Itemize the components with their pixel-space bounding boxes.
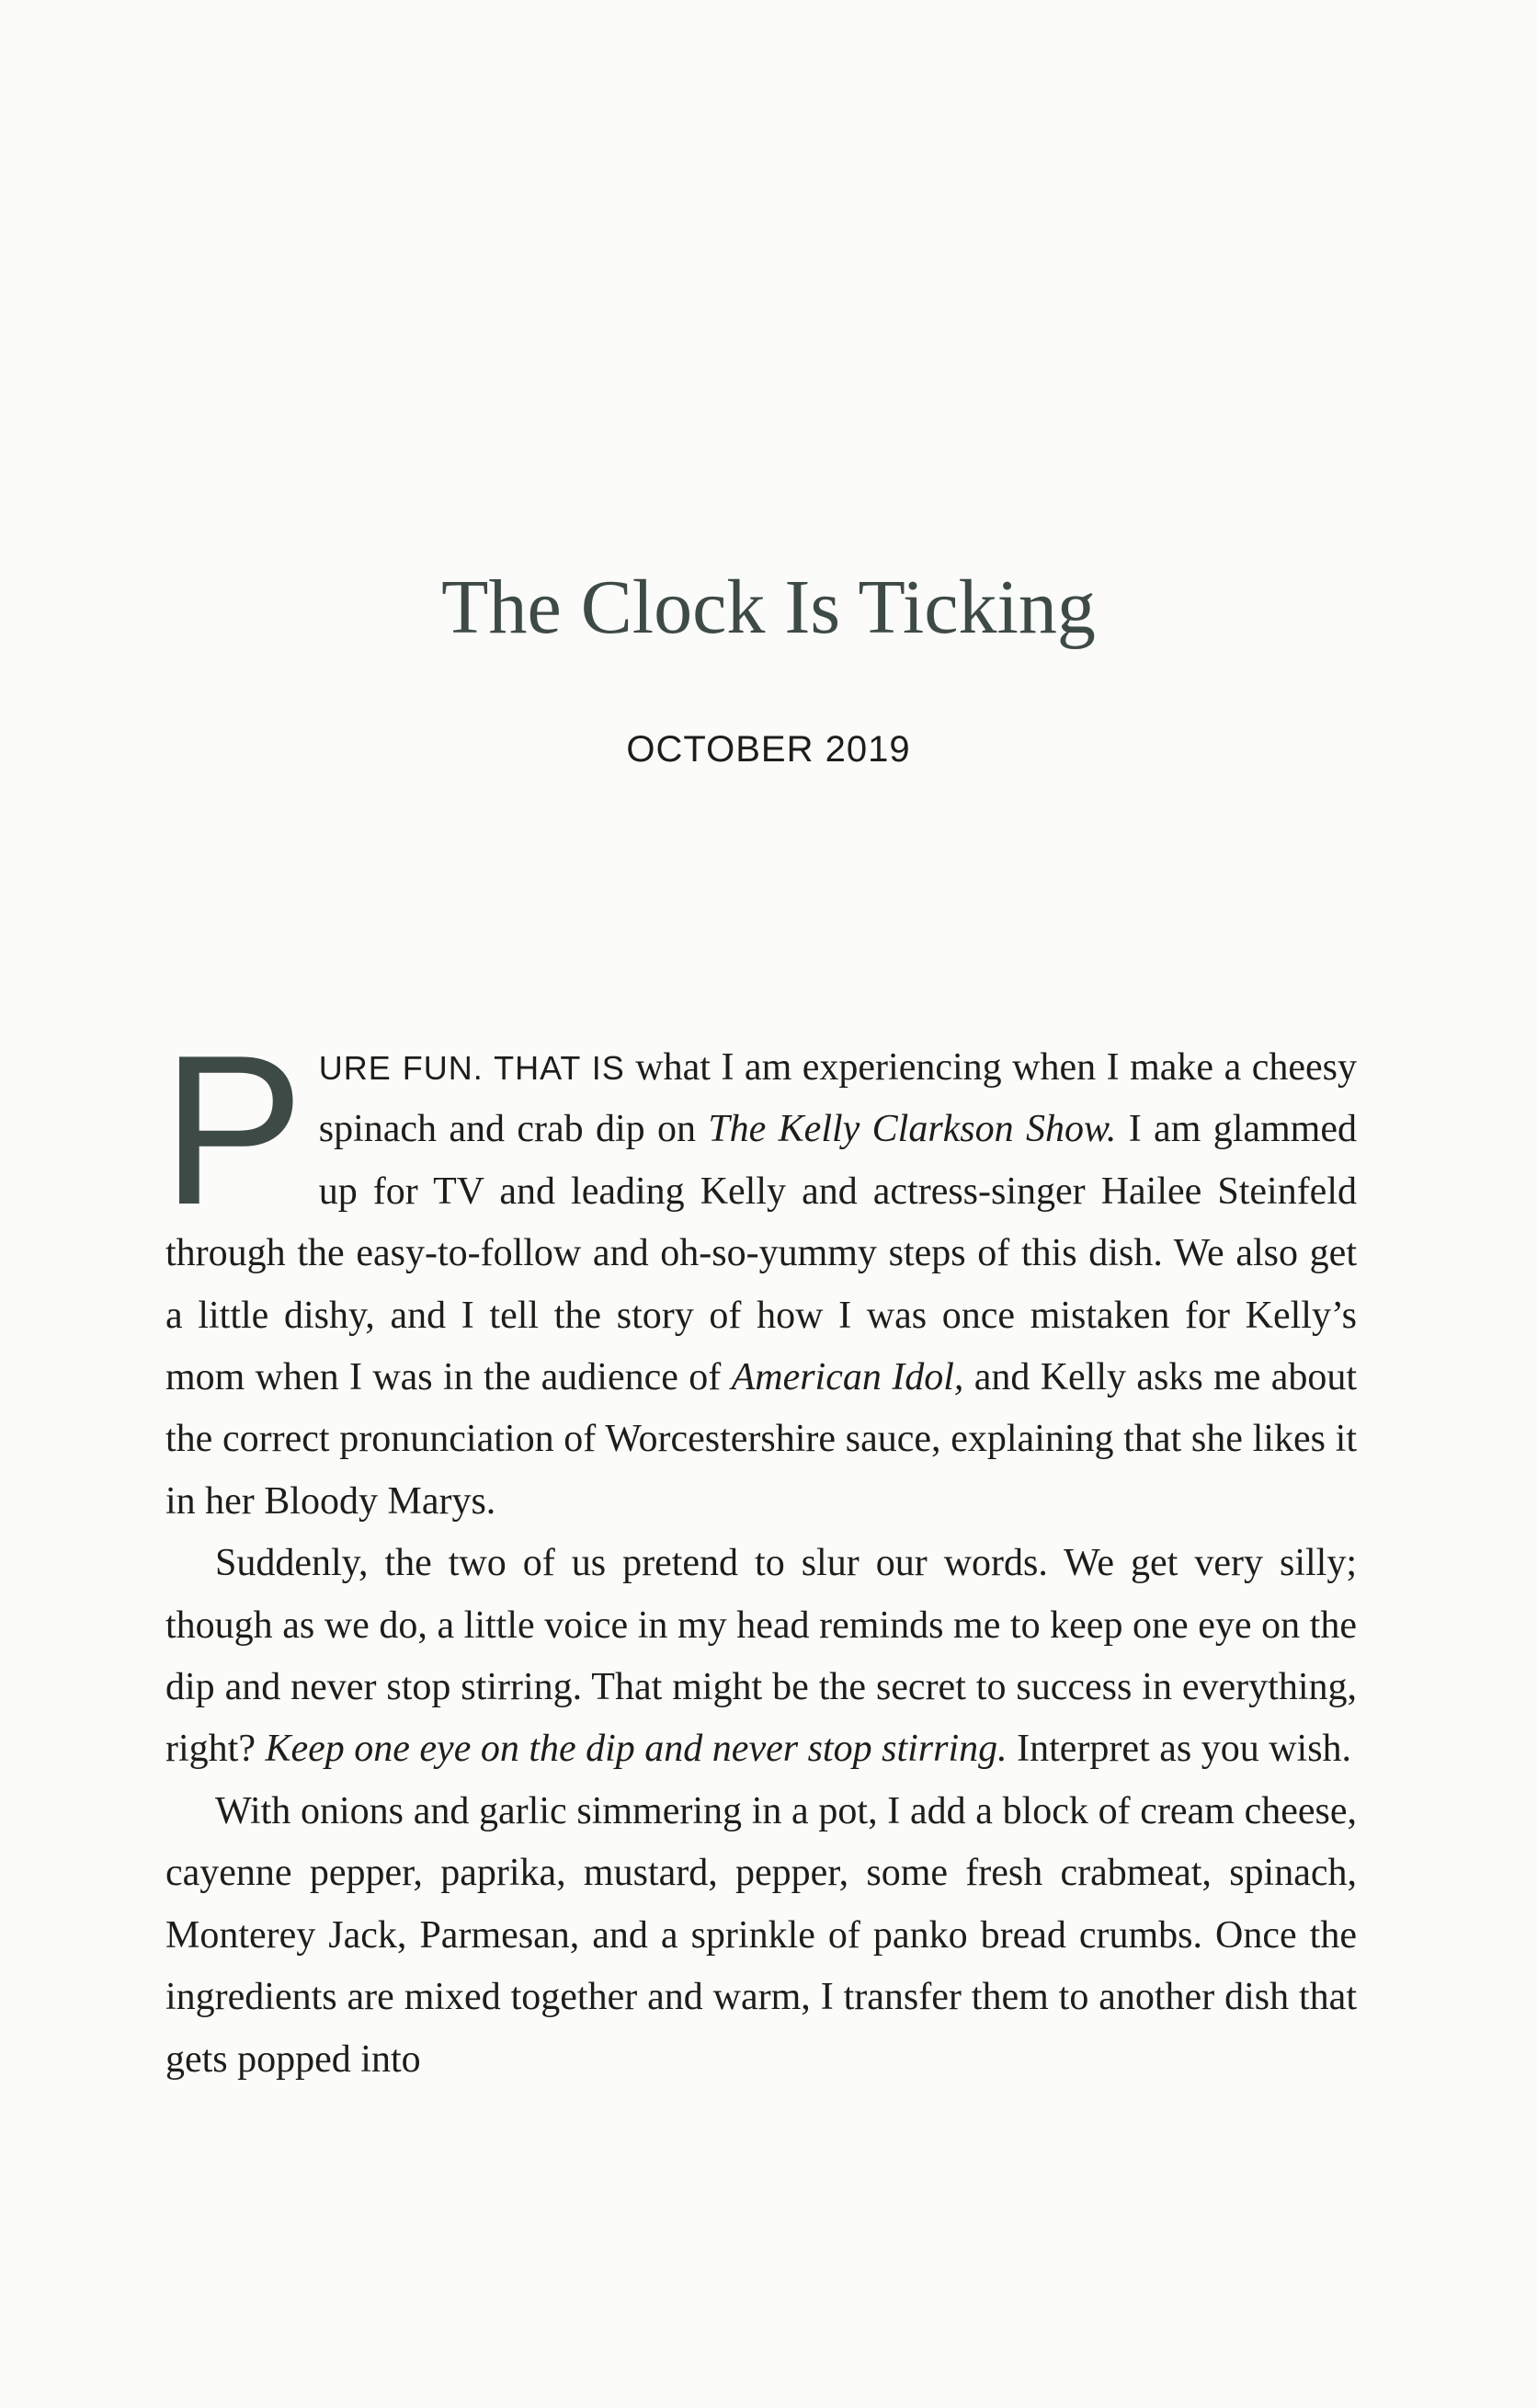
paragraph-1-text-3: and Kelly asks me about the correct pronunciation of Worcestershire sauce, explaining that she likes it in her Bloody Marys.	[165, 1356, 1357, 1523]
drop-cap: P	[162, 1011, 304, 1250]
show-title: The Kelly Clarkson Show.	[708, 1108, 1117, 1151]
paragraph-1-text-1: what I am experiencing when I make a cheesy spinach and crab dip on	[318, 1046, 1357, 1151]
american-idol-title: American Idol,	[731, 1356, 964, 1399]
chapter-title: The Clock Is Ticking	[441, 565, 1096, 650]
paragraph-3-text-1: With onions and garlic simmering in a pot, I add a block of cream cheese, cayenne pepper, paprika, mustard, pepper, some fresh crabmeat, spinach, Monterey Jack, Parmesan, and a sprinkle of panko bread crumbs. Once the ingredients are mixed together and warm, I transfer them to another dish that gets popped into	[165, 1789, 1357, 2081]
paragraph-2-text-1: Suddenly, the two of us pretend to slur our words. We get very silly; though as we do, a little voice in my head reminds me to keep one eye on the dip and never stop stirring. That might be the secret to success in everything, right?	[165, 1542, 1357, 1771]
paragraph-2	[165, 1533, 1357, 1781]
chapter-date: OCTOBER 2019	[626, 729, 911, 770]
paragraph-1-text-2: I am glammed up for TV and leading Kelly and actress-singer Hailee Steinfeld through the easy-to-follow and oh-so-yummy steps of this dish. We also get a little dishy, and I tell the story of how I was once mistaken for Kelly’s mom when I was in the audience of	[165, 1108, 1357, 1399]
body-text	[162, 1011, 1357, 2091]
paragraph-3	[165, 1781, 1357, 2091]
paragraph-2-text-2: Interpret as you wish.	[1007, 1728, 1352, 1771]
lead-in: URE FUN. THAT IS	[318, 1049, 625, 1087]
motto-italic: Keep one eye on the dip and never stop stirring.	[265, 1728, 1008, 1771]
paragraph-1	[162, 1011, 1357, 1533]
